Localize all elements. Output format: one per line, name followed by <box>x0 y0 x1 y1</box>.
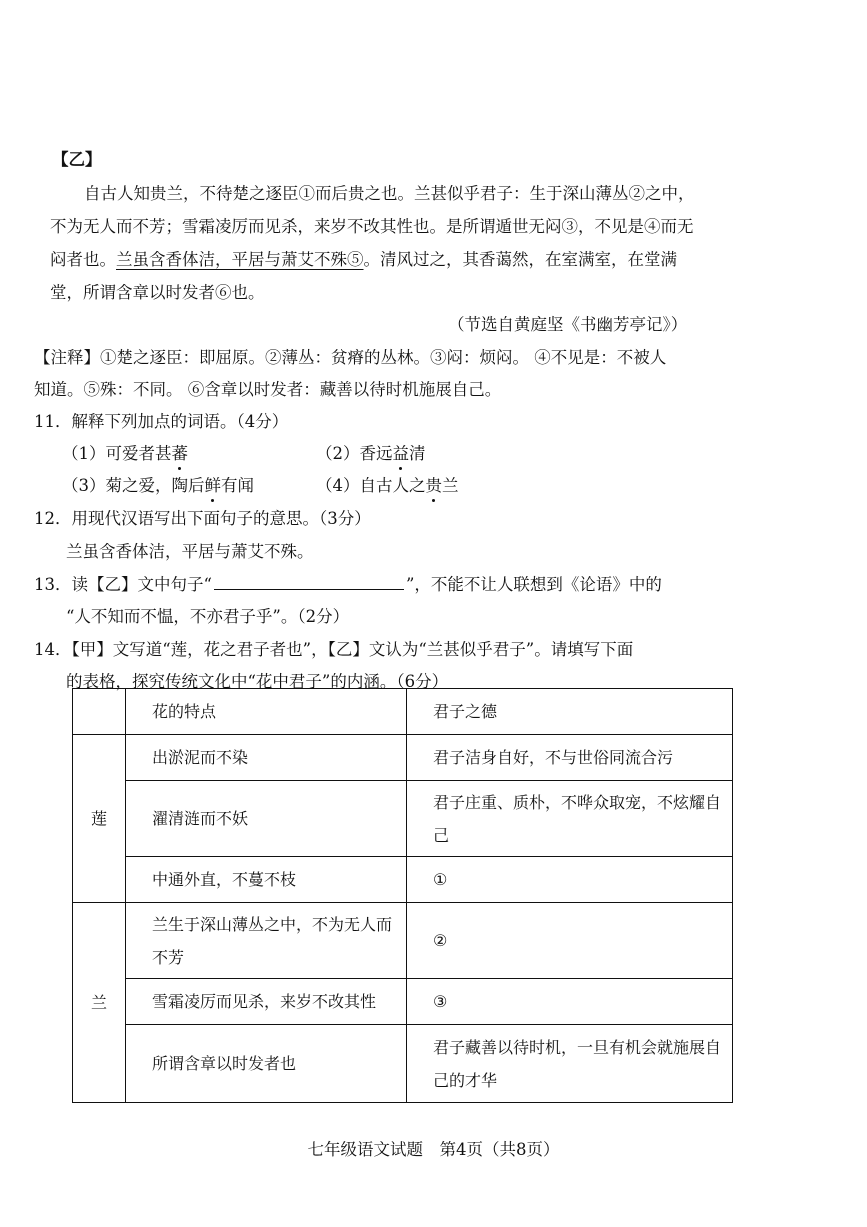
q11-item-1 <box>62 440 188 464</box>
trait-cell: 雪霜凌厉而见杀，来岁不改其性 <box>126 979 407 1025</box>
table-row <box>73 857 733 903</box>
dotted-word: 益 <box>393 440 410 464</box>
page-footer: 七年级语文试题 第4页（共8页） <box>307 1140 560 1159</box>
table-header-row <box>73 689 733 735</box>
item-text: 有闻 <box>221 476 254 495</box>
passage-text: 。清风过之，其香蔼然，在室满室，在堂满 <box>363 250 677 269</box>
table-row <box>73 735 733 781</box>
header-cell: 花的特点 <box>126 689 407 735</box>
item-text: 兰 <box>442 476 459 495</box>
passage-line-4: 堂，所谓含章以时发者⑥也。 <box>50 283 265 302</box>
flower-cell-lotus: 莲 <box>73 735 126 903</box>
dotted-word: 鲜 <box>205 472 222 496</box>
q14-line-1: 14．【甲】文写道“莲，花之君子者也”，【乙】文认为“兰甚似乎君子”。请填写下面 <box>34 640 634 659</box>
q13-text: 13．读【乙】文中句子“ <box>34 575 212 594</box>
answer-cell-2[interactable]: ② <box>407 903 733 979</box>
answer-cell-1[interactable]: ① <box>407 857 733 903</box>
q14-line-2: 的表格，探究传统文化中“花中君子”的内涵。（6分） <box>66 672 449 691</box>
answer-cell-3[interactable]: ③ <box>407 979 733 1025</box>
item-text: （4）自古人之 <box>316 476 426 495</box>
q13-line-2: “人不知而不愠，不亦君子乎”。（2分） <box>66 607 350 626</box>
q11-item-2 <box>316 440 426 464</box>
passage-line-3 <box>50 246 677 270</box>
virtue-cell: 君子藏善以待时机，一旦有机会就施展自己的才华 <box>407 1025 733 1103</box>
q12-sentence: 兰虽含香体洁，平居与萧艾不殊。 <box>66 542 314 561</box>
notes-line-2: 知道。⑤殊：不同。 ⑥含章以时发者：藏善以待时机施展自己。 <box>34 380 502 399</box>
passage-text: 闷者也。 <box>50 250 116 269</box>
table-row <box>73 979 733 1025</box>
notes-line-1: 【注释】①楚之逐臣：即屈原。②薄丛：贫瘠的丛林。③闷：烦闷。 ④不见是：不被人 <box>34 348 667 367</box>
trait-cell: 出淤泥而不染 <box>126 735 407 781</box>
item-text: （2）香远 <box>316 444 393 463</box>
header-cell <box>73 689 126 735</box>
dotted-word: 蕃 <box>172 440 189 464</box>
trait-cell: 兰生于深山薄丛之中，不为无人而不芳 <box>126 903 407 979</box>
trait-cell: 中通外直，不蔓不枝 <box>126 857 407 903</box>
passage-line-2: 不为无人而不芳；雪霜凌厉而见杀，来岁不改其性也。是所谓遁世无闷③，不见是④而无 <box>50 217 694 236</box>
table-row <box>73 781 733 857</box>
item-text: 清 <box>409 444 426 463</box>
table-row <box>73 903 733 979</box>
item-text: （1）可爱者甚 <box>62 444 172 463</box>
passage-line-1: 自古人知贵兰，不待楚之逐臣①而后贵之也。兰甚似乎君子：生于深山薄丛②之中， <box>84 184 695 203</box>
trait-cell: 所谓含章以时发者也 <box>126 1025 407 1103</box>
flower-virtue-table <box>72 688 733 1103</box>
flower-cell-orchid: 兰 <box>73 903 126 1103</box>
q11-item-4 <box>316 472 459 496</box>
section-label: 【乙】 <box>52 150 102 169</box>
source-citation: （节选自黄庭坚《书幽芳亭记》） <box>448 315 688 334</box>
table-row <box>73 1025 733 1103</box>
item-text: （3）菊之爱，陶后 <box>62 476 205 495</box>
q13-stem <box>34 571 662 595</box>
q12-stem: 12．用现代汉语写出下面句子的意思。（3分） <box>34 509 371 528</box>
header-cell: 君子之德 <box>407 689 733 735</box>
answer-blank[interactable] <box>214 571 404 590</box>
q13-text: ”，不能不让人联想到《论语》中的 <box>405 575 662 594</box>
q11-stem: 11．解释下列加点的词语。（4分） <box>34 412 289 431</box>
virtue-cell: 君子庄重、质朴，不哗众取宠，不炫耀自己 <box>407 781 733 857</box>
underlined-sentence: 兰虽含香体洁，平居与萧艾不殊⑤ <box>116 250 364 269</box>
trait-cell: 濯清涟而不妖 <box>126 781 407 857</box>
virtue-cell: 君子洁身自好，不与世俗同流合污 <box>407 735 733 781</box>
dotted-word: 贵 <box>426 472 443 496</box>
q11-item-3 <box>62 472 254 496</box>
